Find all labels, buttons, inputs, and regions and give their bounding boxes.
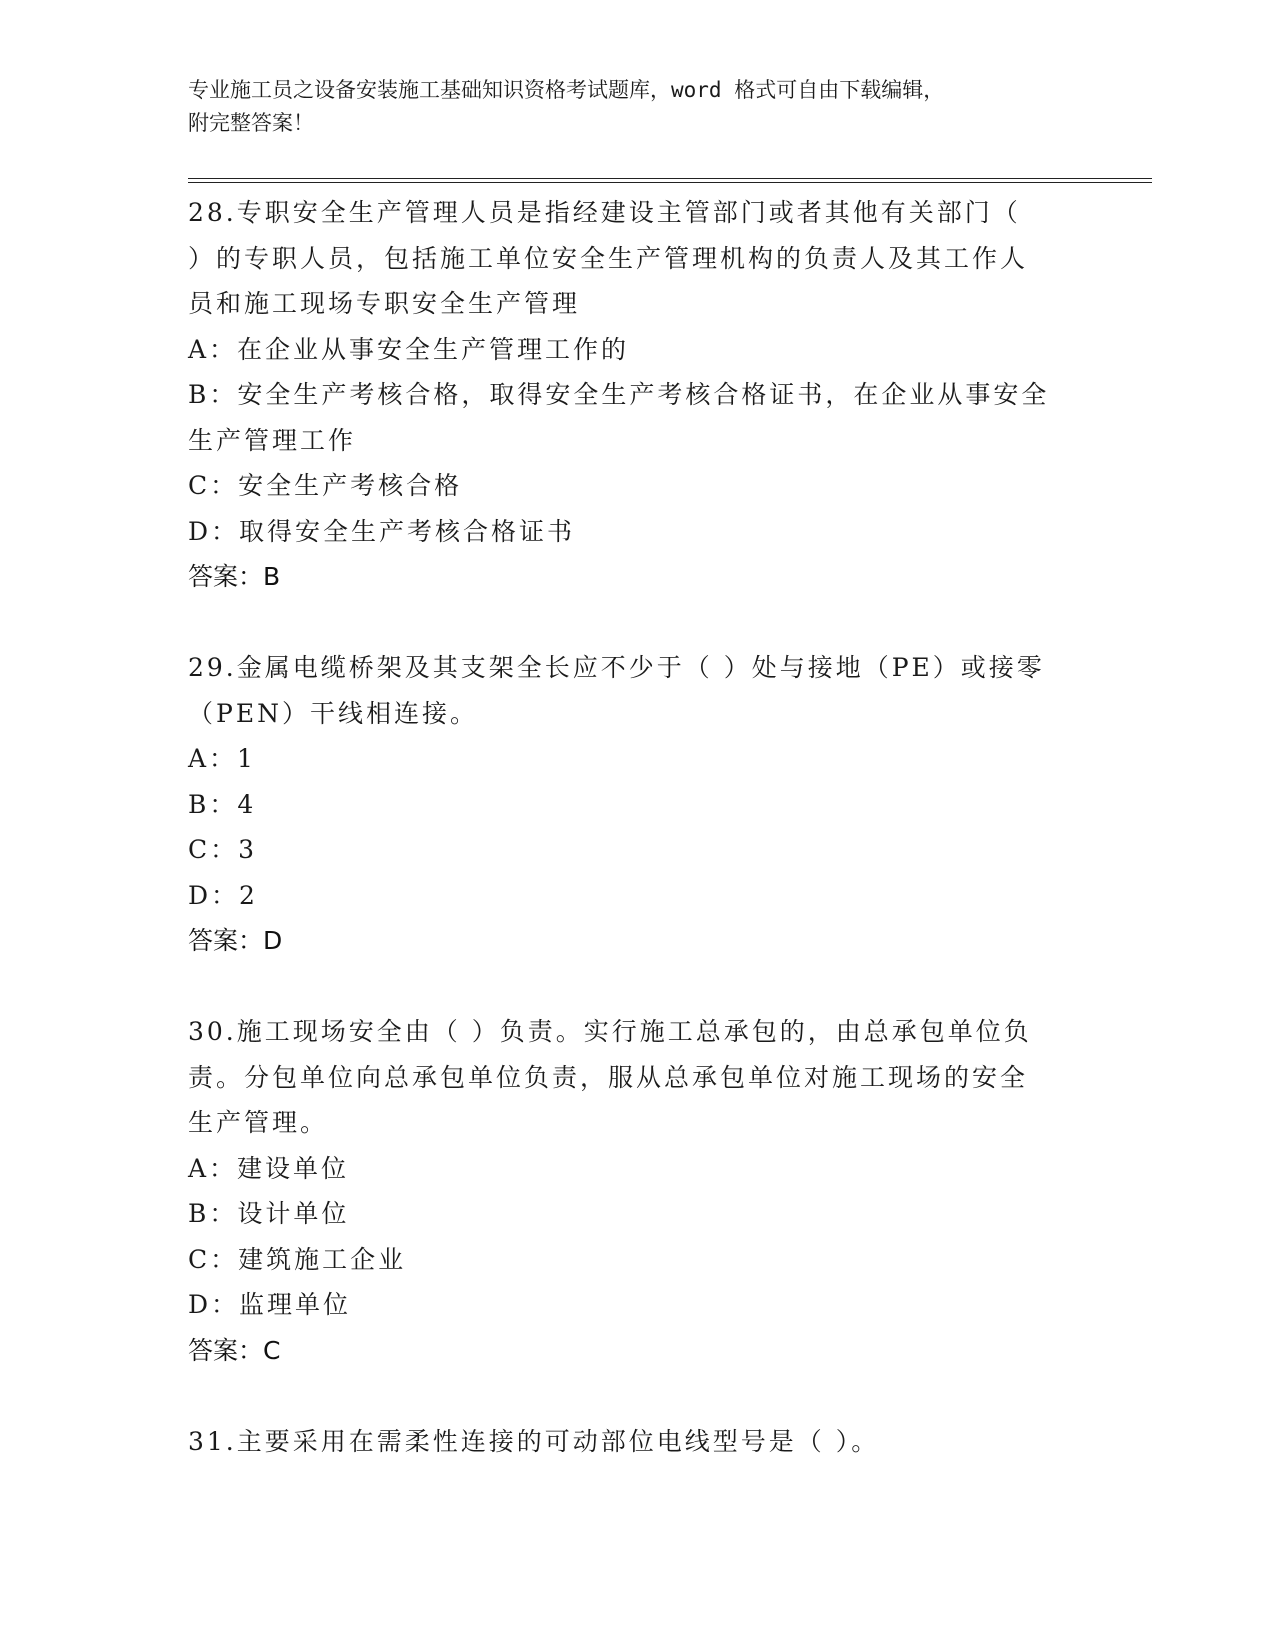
option-c: C：建筑施工企业	[188, 1244, 407, 1274]
question-text-line: （PEN）干线相连接。	[188, 698, 478, 728]
option-a: A：建设单位	[188, 1153, 350, 1183]
option-b: B：4	[188, 789, 257, 819]
option-d: D：2	[188, 880, 258, 910]
question-text-line: 31.主要采用在需柔性连接的可动部位电线型号是（ ）。	[188, 1426, 880, 1456]
question-list	[188, 190, 1078, 1464]
spacer	[188, 1373, 1078, 1419]
option-b: B：设计单位	[188, 1199, 350, 1228]
answer-line: 答案：D	[188, 926, 283, 955]
question-31	[188, 1419, 1078, 1465]
option-b: B：安全生产考核合格，取得安全生产考核合格证书，在企业从事安全	[188, 380, 1050, 409]
option-a: A：在企业从事安全生产管理工作的	[188, 334, 630, 364]
spacer	[188, 600, 1078, 646]
option-b-continued: 生产管理工作	[188, 425, 357, 455]
header-line-2: 附完整答案！	[188, 111, 314, 135]
question-text-line: ）的专职人员，包括施工单位安全生产管理机构的负责人及其工作人	[188, 243, 1029, 273]
header-line-1: 专业施工员之设备安装施工基础知识资格考试题库，word 格式可自由下载编辑，	[188, 78, 945, 102]
question-30	[188, 1009, 1078, 1373]
header-divider-top	[188, 178, 1152, 179]
question-text-line: 30.施工现场安全由（ ）负责。实行施工总承包的，由总承包单位负	[188, 1017, 1032, 1046]
answer-line: 答案：C	[188, 1335, 281, 1365]
question-29	[188, 645, 1078, 964]
question-text-line: 生产管理。	[188, 1108, 329, 1137]
spacer	[188, 964, 1078, 1010]
option-d: D：取得安全生产考核合格证书	[188, 516, 576, 546]
document-header	[188, 74, 1068, 140]
question-text-line: 责。分包单位向总承包单位负责，服从总承包单位对施工现场的安全	[188, 1062, 1029, 1092]
option-c: C：安全生产考核合格	[188, 471, 463, 500]
header-divider-bottom	[188, 182, 1152, 183]
question-28	[188, 190, 1078, 600]
question-text-line: 员和施工现场专职安全生产管理	[188, 289, 581, 318]
option-d: D：监理单位	[188, 1290, 352, 1319]
question-text-line: 28.专职安全生产管理人员是指经建设主管部门或者其他有关部门（	[188, 198, 1021, 227]
question-text-line: 29.金属电缆桥架及其支架全长应不少于（ ）处与接地（PE）或接零	[188, 653, 1045, 682]
option-c: C：3	[188, 835, 258, 864]
option-a: A：1	[188, 744, 256, 773]
answer-line: 答案：B	[188, 562, 281, 591]
